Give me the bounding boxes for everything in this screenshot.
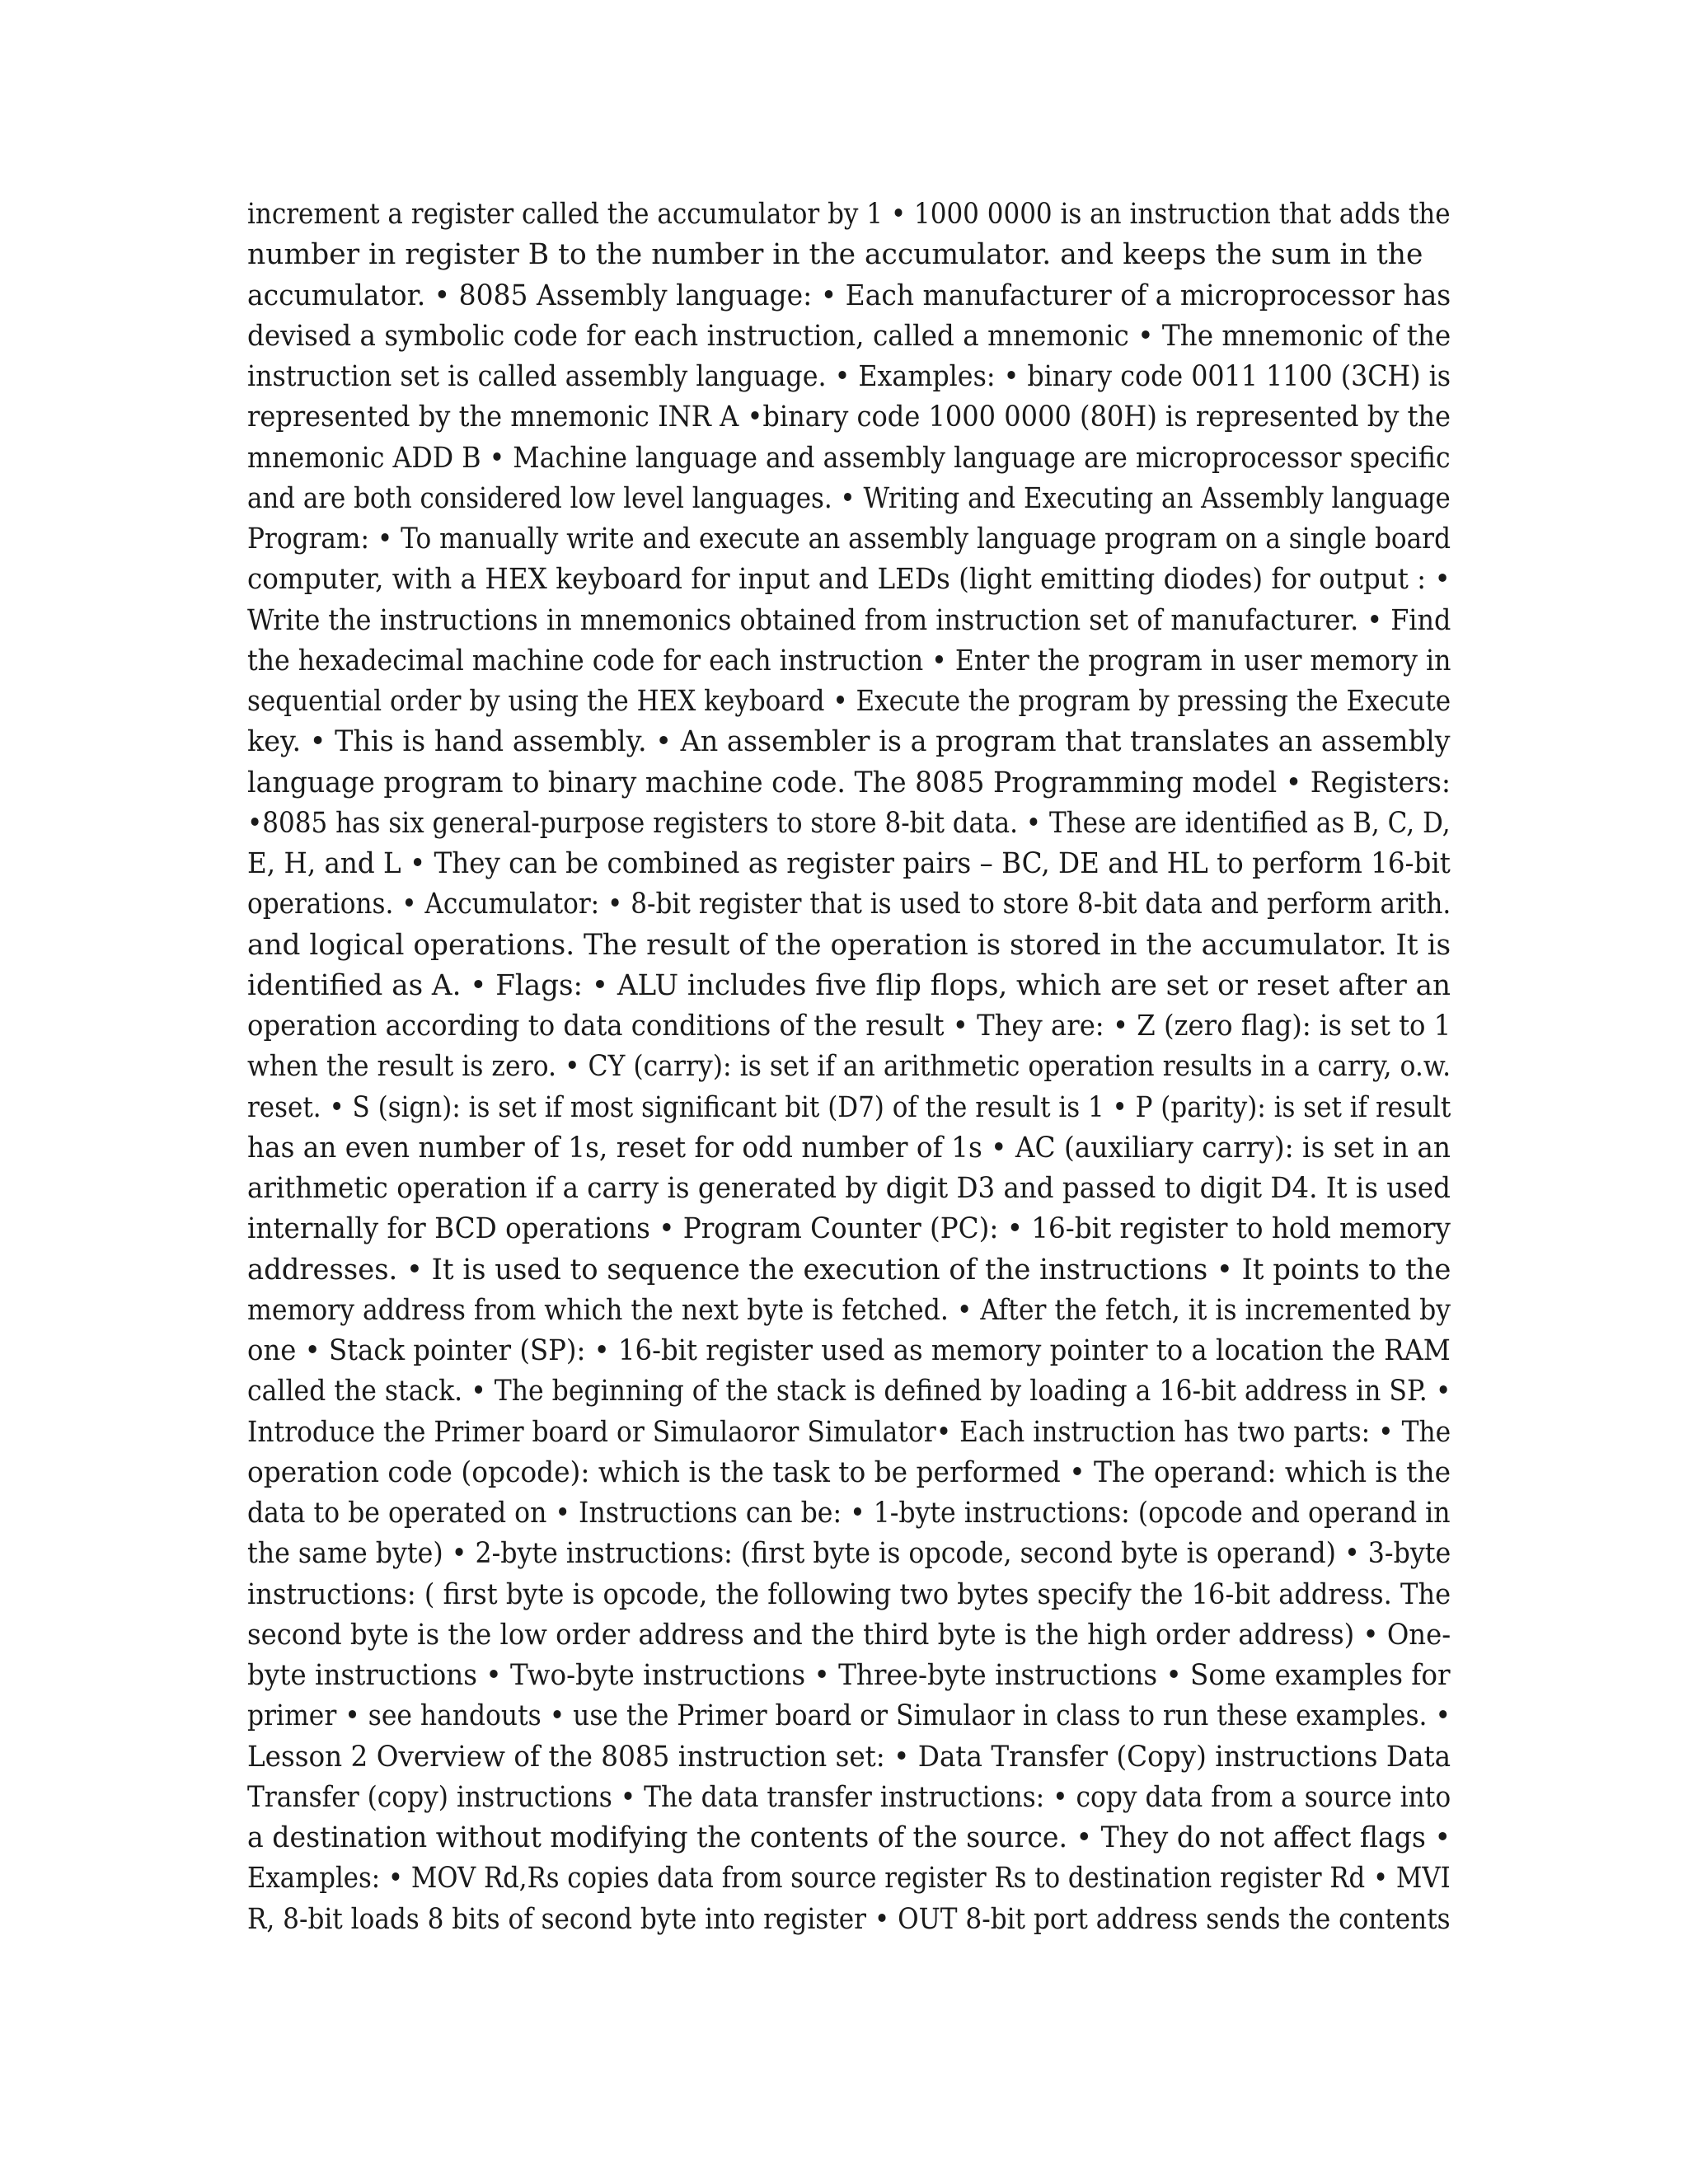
text-line: represented by the mnemonic INR A •binary code 1000 0000 (80H) is represented by the [247,401,1451,434]
text-line: internally for BCD operations • Program Counter (PC): • 16-bit register to hold memory [247,1212,1451,1246]
text-line: devised a symbolic code for each instruction, called a mnemonic • The mnemonic of the [247,319,1451,353]
text-line: operations. • Accumulator: • 8-bit register that is used to store 8-bit data and perform arith. [247,888,1451,921]
text-line: and logical operations. The result of the operation is stored in the accumulator. It is [247,928,1451,962]
text-line: second byte is the low order address and the third byte is the high order address) • One- [247,1618,1451,1652]
text-line: Write the instructions in mnemonics obtained from instruction set of manufacturer. • Find [247,603,1451,637]
text-line: and are both considered low level languages. • Writing and Executing an Assembly language [247,481,1451,515]
text-line: called the stack. • The beginning of the stack is defined by loading a 16-bit address in SP. • [247,1375,1451,1408]
text-line: byte instructions • Two-byte instructions • Three-byte instructions • Some examples for [247,1659,1451,1692]
text-line: increment a register called the accumulator by 1 • 1000 0000 is an instruction that adds the [247,198,1451,231]
text-line: arithmetic operation if a carry is generated by digit D3 and passed to digit D4. It is used [247,1172,1451,1205]
text-line: data to be operated on • Instructions can be: • 1-byte instructions: (opcode and operand in [247,1497,1451,1530]
text-line: Introduce the Primer board or Simulaoror Simulator• Each instruction has two parts: • The [247,1415,1451,1449]
text-line: memory address from which the next byte is fetched. • After the fetch, it is incremented by [247,1293,1451,1327]
text-line: •8085 has six general-purpose registers to store 8-bit data. • These are identified as B, C, D, [247,806,1451,840]
text-line: Program: • To manually write and execute an assembly language program on a single board [247,523,1451,555]
text-line: Lesson 2 Overview of the 8085 instruction set: • Data Transfer (Copy) instructions Data [247,1740,1451,1774]
text-line: instructions: ( first byte is opcode, the following two bytes specify the 16-bit address. The [247,1577,1451,1611]
text-line: key. • This is hand assembly. • An assembler is a program that translates an assembly [247,725,1451,759]
text-line: operation according to data conditions of the result • They are: • Z (zero flag): is set to 1 [247,1010,1451,1043]
text-line: accumulator. • 8085 Assembly language: • Each manufacturer of a microprocessor has [247,279,1451,312]
text-line: Transfer (copy) instructions • The data transfer instructions: • copy data from a source into [247,1780,1451,1814]
text-line: R, 8-bit loads 8 bits of second byte into register • OUT 8-bit port address sends the contents [247,1902,1451,1936]
text-line: mnemonic ADD B • Machine language and assembly language are microprocessor specific [247,441,1451,475]
text-line: Examples: • MOV Rd,Rs copies data from source register Rs to destination register Rd • MVI [247,1862,1451,1896]
text-line: identified as A. • Flags: • ALU includes five flip flops, which are set or reset after an [247,968,1451,1002]
text-line: primer • see handouts • use the Primer board or Simulaor in class to run these examples. • [247,1699,1451,1733]
text-line: has an even number of 1s, reset for odd number of 1s • AC (auxiliary carry): is set in an [247,1131,1451,1165]
text-line: addresses. • It is used to sequence the execution of the instructions • It points to the [247,1253,1451,1286]
body-text [247,194,1451,1940]
text-line: E, H, and L • They can be combined as register pairs – BC, DE and HL to perform 16-bit [247,847,1451,880]
text-line: one • Stack pointer (SP): • 16-bit register used as memory pointer to a location the RAM [247,1334,1451,1367]
text-line: language program to binary machine code. The 8085 Programming model • Registers: [247,766,1451,799]
text-line: the same byte) • 2-byte instructions: (first byte is opcode, second byte is operand) • 3-byte [247,1537,1451,1571]
text-line: when the result is zero. • CY (carry): is set if an arithmetic operation results in a carry, o.w. [247,1050,1451,1084]
text-line: the hexadecimal machine code for each instruction • Enter the program in user memory in [247,644,1451,677]
text-line: sequential order by using the HEX keyboard • Execute the program by pressing the Execute [247,685,1451,718]
text-line: number in register B to the number in the accumulator. and keeps the sum in the [247,238,1423,272]
text-line: reset. • S (sign): is set if most significant bit (D7) of the result is 1 • P (parity): is set if result [247,1090,1451,1124]
text-line: computer, with a HEX keyboard for input and LEDs (light emitting diodes) for output : • [247,563,1451,597]
text-line: operation code (opcode): which is the task to be performed • The operand: which is the [247,1455,1451,1489]
text-line: a destination without modifying the contents of the source. • They do not affect flags • [247,1821,1451,1854]
text-line: instruction set is called assembly language. • Examples: • binary code 0011 1100 (3CH) is [247,360,1451,393]
